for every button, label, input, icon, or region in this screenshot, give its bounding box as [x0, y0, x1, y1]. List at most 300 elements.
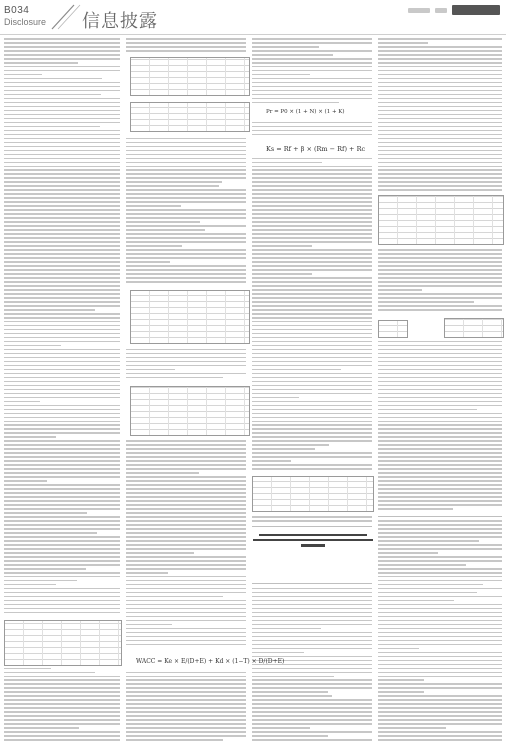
text-line	[378, 166, 502, 168]
date-line	[408, 8, 430, 13]
text-line	[126, 361, 246, 363]
text-line	[4, 687, 120, 689]
text-line	[252, 432, 372, 434]
text-line	[252, 452, 372, 454]
text-line	[252, 337, 372, 339]
text-line	[4, 699, 120, 701]
text-line	[378, 413, 502, 415]
text-line	[252, 301, 372, 303]
text-line	[378, 520, 502, 522]
text-line	[252, 448, 315, 450]
text-line	[378, 58, 502, 60]
text-line	[252, 389, 372, 391]
text-line	[378, 711, 502, 713]
text-line	[378, 560, 502, 562]
text-line	[4, 257, 120, 259]
text-line	[378, 54, 502, 56]
text-line	[252, 205, 372, 207]
text-line	[4, 584, 56, 586]
text-line	[126, 572, 168, 574]
text-line	[252, 409, 372, 411]
text-line	[378, 189, 502, 191]
text-line	[4, 86, 120, 88]
text-line	[252, 644, 372, 646]
text-line	[126, 484, 246, 486]
text-line	[4, 560, 120, 562]
text-line	[378, 70, 502, 72]
text-line	[4, 353, 120, 355]
text-line	[4, 162, 120, 164]
text-line	[378, 504, 502, 506]
text-line	[252, 428, 372, 430]
text-line	[126, 138, 246, 140]
text-line	[252, 229, 372, 231]
text-line	[378, 428, 502, 430]
text-line	[378, 683, 502, 685]
text-line	[126, 476, 246, 478]
text-line	[378, 596, 502, 598]
text-line	[252, 628, 321, 630]
text-line	[126, 512, 246, 514]
title-line	[253, 539, 373, 541]
text-line	[4, 325, 120, 327]
text-line	[126, 544, 246, 546]
text-line	[378, 269, 502, 271]
text-line	[4, 532, 97, 534]
text-line	[4, 500, 120, 502]
title-line	[259, 534, 367, 536]
text-line	[378, 265, 502, 267]
text-line	[252, 293, 372, 295]
text-line	[4, 588, 120, 590]
masthead	[0, 0, 506, 35]
text-line	[126, 185, 219, 187]
text-line	[252, 213, 372, 215]
text-line	[252, 624, 372, 626]
text-line	[126, 253, 246, 255]
text-line	[126, 357, 246, 359]
text-line	[378, 289, 422, 291]
text-line	[126, 46, 246, 48]
text-line	[126, 699, 246, 701]
text-line	[252, 329, 372, 331]
text-line	[126, 644, 246, 646]
text-line	[378, 672, 502, 674]
text-line	[4, 488, 120, 490]
text-line	[378, 695, 502, 697]
text-line	[4, 106, 120, 108]
text-line	[4, 213, 120, 215]
text-line	[4, 102, 120, 104]
text-line	[126, 213, 246, 215]
text-line	[252, 707, 372, 709]
text-line	[378, 580, 502, 582]
text-line	[126, 580, 246, 582]
text-line	[4, 54, 120, 56]
text-line	[4, 719, 120, 721]
text-line	[252, 405, 372, 407]
text-line	[252, 520, 372, 522]
text-line	[252, 273, 312, 275]
text-line	[252, 464, 372, 466]
text-line	[252, 237, 372, 239]
text-line	[126, 496, 246, 498]
text-line	[4, 512, 87, 514]
text-line	[126, 452, 246, 454]
text-line	[4, 289, 120, 291]
text-line	[378, 309, 502, 311]
text-line	[378, 78, 502, 80]
text-line	[378, 600, 454, 602]
text-line	[4, 596, 120, 598]
text-line	[252, 62, 372, 64]
text-line	[4, 201, 120, 203]
text-line	[4, 440, 120, 442]
text-line	[252, 620, 372, 622]
text-line	[378, 679, 424, 681]
text-line	[4, 138, 120, 140]
text-line	[4, 409, 120, 411]
text-line	[252, 177, 372, 179]
text-line	[378, 727, 446, 729]
text-line	[378, 281, 502, 283]
text-line	[378, 424, 502, 426]
text-line	[4, 142, 120, 144]
text-line	[126, 181, 222, 183]
text-line	[252, 413, 372, 415]
text-line	[4, 205, 120, 207]
text-line	[252, 78, 372, 80]
column-3	[252, 38, 372, 743]
text-line	[252, 695, 332, 697]
text-line	[4, 676, 120, 678]
text-line	[4, 373, 120, 375]
text-line	[252, 249, 372, 251]
text-line	[378, 118, 502, 120]
text-line	[126, 277, 246, 279]
text-line	[4, 74, 42, 76]
text-line	[252, 317, 372, 319]
text-line	[4, 169, 120, 171]
text-line	[378, 273, 502, 275]
text-line	[4, 504, 120, 506]
text-line	[252, 731, 372, 733]
text-line	[126, 142, 246, 144]
text-line	[252, 703, 372, 705]
text-line	[252, 456, 372, 458]
text-line	[378, 74, 502, 76]
text-line	[4, 393, 120, 395]
text-line	[378, 158, 502, 160]
text-line	[126, 632, 246, 634]
text-line	[378, 301, 474, 303]
text-line	[252, 46, 319, 48]
text-line	[378, 656, 502, 658]
text-line	[378, 46, 502, 48]
text-line	[252, 652, 304, 654]
text-line	[252, 82, 372, 84]
text-line	[4, 253, 120, 255]
text-line	[126, 225, 246, 227]
text-line	[378, 436, 502, 438]
text-line	[378, 122, 502, 124]
text-line	[252, 166, 372, 168]
text-line	[4, 349, 120, 351]
text-line	[252, 265, 372, 267]
text-line	[4, 110, 120, 112]
text-line	[378, 142, 502, 144]
text-line	[252, 735, 328, 737]
text-line	[4, 225, 120, 227]
text-line	[126, 616, 246, 618]
text-line	[126, 576, 246, 578]
text-line	[4, 70, 120, 72]
text-line	[378, 373, 502, 375]
text-line	[4, 456, 120, 458]
text-line	[252, 130, 372, 132]
text-line	[378, 548, 502, 550]
text-line	[4, 683, 120, 685]
text-line	[126, 281, 246, 283]
text-line	[378, 409, 477, 411]
text-line	[126, 715, 246, 717]
text-line	[378, 365, 502, 367]
text-line	[378, 536, 502, 538]
text-line	[126, 524, 246, 526]
text-line	[4, 217, 120, 219]
text-line	[126, 456, 246, 458]
text-line	[126, 269, 246, 271]
text-line	[4, 173, 120, 175]
text-line	[126, 552, 194, 554]
text-line	[378, 660, 502, 662]
text-line	[378, 648, 419, 650]
text-line	[126, 38, 246, 40]
text-line	[252, 679, 372, 681]
text-line	[126, 146, 246, 148]
text-line	[4, 540, 120, 542]
text-line	[378, 628, 502, 630]
page-content	[4, 38, 502, 746]
text-line	[378, 106, 502, 108]
text-line	[378, 699, 502, 701]
text-line	[4, 273, 120, 275]
text-line	[4, 421, 120, 423]
text-line	[4, 715, 120, 717]
text-line	[126, 205, 181, 207]
text-line	[378, 261, 502, 263]
text-line	[378, 126, 502, 128]
text-line	[4, 668, 51, 670]
text-line	[252, 297, 372, 299]
text-line	[4, 735, 120, 737]
text-line	[252, 727, 310, 729]
text-line	[126, 377, 223, 379]
text-line	[378, 719, 502, 721]
text-line	[4, 711, 120, 713]
masthead-right	[408, 4, 500, 16]
text-line	[126, 209, 246, 211]
text-line	[378, 377, 502, 379]
text-line	[126, 516, 246, 518]
text-line	[252, 54, 333, 56]
text-line	[4, 154, 120, 156]
text-line	[4, 118, 120, 120]
text-line	[4, 301, 120, 303]
text-line	[4, 731, 120, 733]
text-line	[4, 401, 40, 403]
text-line	[126, 620, 246, 622]
text-line	[126, 636, 246, 638]
text-line	[126, 169, 246, 171]
text-line	[252, 197, 372, 199]
text-line	[126, 265, 246, 267]
text-line	[378, 181, 502, 183]
text-line	[4, 321, 120, 323]
text-line	[4, 66, 120, 68]
text-line	[4, 472, 120, 474]
text-line	[4, 245, 120, 247]
text-line	[378, 464, 502, 466]
text-line	[378, 42, 428, 44]
text-line	[378, 277, 502, 279]
text-line	[378, 114, 502, 116]
text-line	[252, 50, 372, 52]
text-line	[126, 556, 246, 558]
text-line	[252, 361, 372, 363]
text-line	[378, 146, 502, 148]
text-line	[378, 341, 502, 343]
text-line	[378, 150, 502, 152]
text-line	[4, 285, 120, 287]
text-line	[378, 735, 502, 737]
text-line	[378, 38, 502, 40]
text-line	[4, 146, 120, 148]
announcement-title	[251, 531, 374, 579]
text-line	[4, 707, 120, 709]
text-line	[252, 444, 329, 446]
text-line	[378, 401, 502, 403]
text-line	[378, 488, 502, 490]
text-line	[126, 604, 246, 606]
text-line	[252, 600, 372, 602]
text-line	[378, 417, 502, 419]
text-line	[252, 66, 372, 68]
text-line	[252, 233, 372, 235]
text-line	[378, 528, 502, 530]
text-line	[4, 329, 120, 331]
text-line	[378, 664, 502, 666]
text-line	[378, 249, 502, 251]
text-line	[378, 173, 502, 175]
data-table	[130, 386, 250, 436]
text-line	[4, 126, 100, 128]
text-line	[4, 552, 120, 554]
text-line	[378, 86, 502, 88]
text-line	[4, 723, 120, 725]
text-line	[378, 444, 502, 446]
text-line	[252, 38, 372, 40]
text-line	[252, 309, 372, 311]
formula-1: Pr = P0 × (1 + N) × (1 + K)	[266, 109, 345, 115]
text-line	[378, 345, 502, 347]
text-line	[252, 460, 291, 462]
text-line	[4, 452, 120, 454]
text-line	[126, 241, 246, 243]
text-line	[4, 78, 102, 80]
text-line	[4, 58, 120, 60]
text-line	[126, 608, 246, 610]
text-line	[378, 130, 502, 132]
text-line	[378, 162, 502, 164]
text-line	[126, 504, 246, 506]
text-line	[126, 588, 246, 590]
text-line	[378, 552, 438, 554]
text-line	[126, 739, 223, 741]
text-line	[4, 608, 120, 610]
text-line	[378, 349, 502, 351]
text-line	[252, 604, 372, 606]
text-line	[252, 102, 339, 104]
text-line	[126, 158, 246, 160]
text-line	[4, 369, 120, 371]
text-line	[252, 289, 372, 291]
text-line	[4, 492, 120, 494]
text-line	[126, 676, 246, 678]
text-line	[378, 361, 502, 363]
text-line	[378, 556, 502, 558]
text-line	[126, 500, 246, 502]
text-line	[378, 592, 477, 594]
text-line	[126, 540, 246, 542]
text-line	[4, 444, 120, 446]
text-line	[126, 735, 246, 737]
text-line	[126, 719, 246, 721]
text-line	[4, 90, 120, 92]
data-table	[130, 102, 250, 132]
text-line	[252, 98, 372, 100]
text-line	[4, 82, 120, 84]
text-line	[126, 628, 246, 630]
text-line	[126, 520, 246, 522]
text-line	[378, 492, 502, 494]
text-line	[252, 357, 372, 359]
text-line	[4, 556, 120, 558]
text-line	[252, 185, 372, 187]
text-line	[378, 540, 479, 542]
text-line	[4, 448, 120, 450]
text-line	[126, 353, 246, 355]
text-line	[4, 345, 61, 347]
text-line	[126, 365, 246, 367]
text-line	[126, 245, 182, 247]
text-line	[126, 154, 246, 156]
data-table	[130, 57, 250, 96]
section-english: Disclosure	[4, 17, 47, 27]
text-line	[126, 373, 246, 375]
text-line	[378, 508, 453, 510]
text-line	[4, 417, 120, 419]
text-line	[378, 389, 502, 391]
text-line	[4, 181, 120, 183]
text-line	[126, 349, 246, 351]
text-line	[252, 608, 372, 610]
newspaper-logo	[452, 5, 500, 15]
text-line	[252, 201, 372, 203]
text-line	[252, 158, 372, 160]
text-line	[252, 253, 372, 255]
text-line	[378, 90, 502, 92]
